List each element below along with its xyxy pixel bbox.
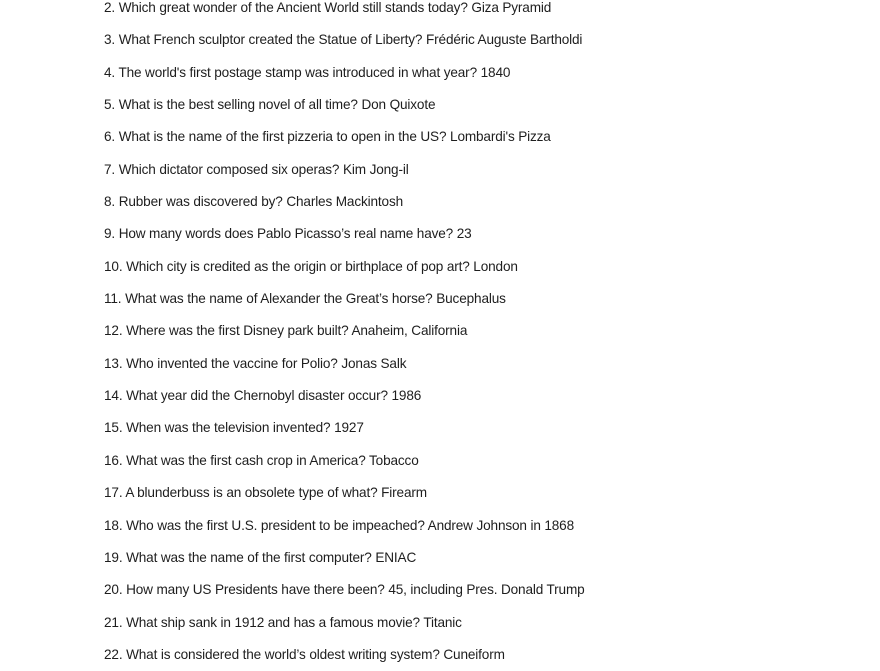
question-text: What year did the Chernobyl disaster occur? [126, 388, 388, 404]
question-text: Who invented the vaccine for Polio? [126, 355, 338, 371]
answer-text: Frédéric Auguste Bartholdi [426, 32, 583, 48]
answer-text: Don Quixote [361, 97, 436, 113]
question-item [104, 574, 585, 606]
question-item [104, 283, 585, 315]
answer-text: Charles Mackintosh [286, 194, 403, 210]
question-text: Which great wonder of the Ancient World still stands today? [118, 0, 468, 15]
question-text: How many words does Pablo Picasso’s real name have? [118, 226, 454, 242]
question-text: The world's first postage stamp was introduced in what year? [118, 64, 477, 80]
question-item [104, 607, 585, 639]
answer-text: 45, including Pres. Donald Trump [388, 582, 585, 598]
question-text: Which city is credited as the origin or birthplace of pop art? [126, 258, 470, 274]
question-item [104, 186, 585, 218]
question-number: 19. [104, 549, 123, 565]
question-number: 20. [104, 582, 123, 598]
question-item [104, 218, 585, 250]
question-number: 16. [104, 452, 123, 468]
question-number: 21. [104, 614, 123, 630]
answer-text: 1927 [334, 420, 364, 436]
question-text: What is the best selling novel of all time? [118, 97, 358, 113]
question-number: 13. [104, 355, 123, 371]
question-item [104, 154, 585, 186]
question-number: 14. [104, 388, 123, 404]
question-item [104, 477, 585, 509]
question-text: What was the name of Alexander the Great’s horse? [125, 291, 433, 307]
question-text: A blunderbuss is an obsolete type of what? [125, 485, 378, 501]
question-number: 11. [104, 291, 122, 307]
answer-text: 1840 [480, 64, 511, 80]
question-item [104, 348, 585, 380]
trivia-question-list [104, 0, 585, 671]
question-item [104, 121, 585, 153]
answer-text: Firearm [381, 485, 427, 501]
question-text: Where was the first Disney park built? [126, 323, 349, 339]
question-text: What is the name of the first pizzeria to open in the US? [118, 129, 447, 145]
question-item [104, 445, 585, 477]
question-item [104, 315, 585, 347]
answer-text: Giza Pyramid [471, 0, 552, 15]
answer-text: Kim Jong-il [343, 161, 409, 177]
question-item [104, 24, 585, 56]
question-number: 10. [104, 258, 123, 274]
question-text: Who was the first U.S. president to be impeached? [126, 517, 425, 533]
question-text: What French sculptor created the Statue of Liberty? [118, 32, 423, 48]
question-number: 5. [104, 97, 116, 113]
question-number: 7. [104, 161, 116, 177]
answer-text: Anaheim, California [351, 323, 468, 339]
question-item [104, 639, 585, 671]
question-number: 3. [104, 32, 116, 48]
question-item [104, 412, 585, 444]
answer-text: ENIAC [375, 549, 417, 565]
question-number: 12. [104, 323, 123, 339]
question-text: Which dictator composed six operas? [118, 161, 340, 177]
question-number: 22. [104, 646, 123, 662]
question-item [104, 380, 585, 412]
answer-text: Lombardi's Pizza [450, 129, 551, 145]
answer-text: Cuneiform [443, 646, 505, 662]
question-text: How many US Presidents have there been? [126, 582, 385, 598]
answer-text: Andrew Johnson in 1868 [427, 517, 574, 533]
question-text: What is considered the world’s oldest writing system? [126, 646, 440, 662]
question-text: What was the name of the first computer? [126, 549, 372, 565]
answer-text: 1986 [391, 388, 422, 404]
question-text: What was the first cash crop in America? [126, 452, 366, 468]
question-item [104, 542, 585, 574]
question-item [104, 57, 585, 89]
question-number: 9. [104, 226, 116, 242]
question-number: 17. [104, 485, 123, 501]
question-number: 15. [104, 420, 123, 436]
question-text: Rubber was discovered by? [118, 194, 283, 210]
question-text: What ship sank in 1912 and has a famous movie? [126, 614, 420, 630]
question-text: When was the television invented? [126, 420, 331, 436]
answer-text: 23 [456, 226, 472, 242]
answer-text: Titanic [423, 614, 462, 630]
answer-text: London [473, 258, 518, 274]
question-number: 18. [104, 517, 123, 533]
question-item [104, 0, 585, 24]
answer-text: Bucephalus [436, 291, 506, 307]
question-item [104, 510, 585, 542]
question-item [104, 89, 585, 121]
question-number: 8. [104, 194, 116, 210]
question-number: 6. [104, 129, 116, 145]
answer-text: Jonas Salk [341, 355, 407, 371]
question-number: 2. [104, 0, 116, 15]
answer-text: Tobacco [369, 452, 419, 468]
question-item [104, 251, 585, 283]
question-number: 4. [104, 64, 116, 80]
